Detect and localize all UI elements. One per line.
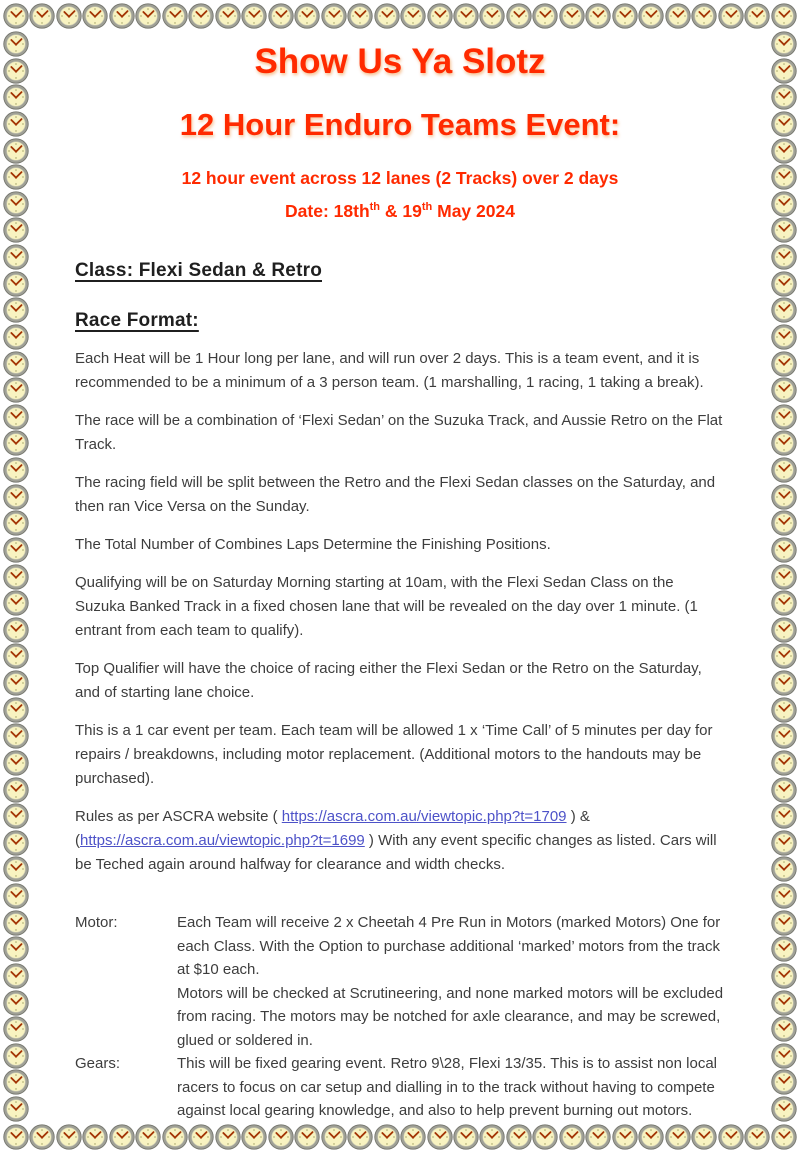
date-text: & 19 bbox=[380, 201, 422, 221]
clock-icon bbox=[559, 3, 585, 29]
clock-icon bbox=[771, 111, 797, 137]
clock-icon bbox=[771, 377, 797, 403]
clock-icon bbox=[771, 883, 797, 909]
date-text: May 2024 bbox=[432, 201, 515, 221]
clock-icon bbox=[109, 3, 135, 29]
clock-border-top bbox=[3, 3, 797, 29]
clock-icon bbox=[3, 244, 29, 270]
clock-icon bbox=[506, 1124, 532, 1150]
clock-icon bbox=[771, 697, 797, 723]
clock-icon bbox=[3, 803, 29, 829]
clock-icon bbox=[347, 1124, 373, 1150]
clock-icon bbox=[3, 777, 29, 803]
event-tagline: 12 hour event across 12 lanes (2 Tracks) over 2 days bbox=[181, 168, 619, 188]
clock-icon bbox=[744, 1124, 770, 1150]
clock-icon bbox=[771, 803, 797, 829]
clock-icon bbox=[771, 670, 797, 696]
clock-icon bbox=[771, 1016, 797, 1042]
clock-icon bbox=[29, 3, 55, 29]
clock-icon bbox=[374, 1124, 400, 1150]
ascra-rules-link-1699[interactable]: https://ascra.com.au/viewtopic.php?t=1699 bbox=[80, 832, 365, 849]
clock-icon bbox=[3, 936, 29, 962]
clock-icon bbox=[691, 1124, 717, 1150]
clock-icon bbox=[479, 3, 505, 29]
class-heading: Class: Flexi Sedan & Retro bbox=[75, 260, 322, 281]
clock-icon bbox=[771, 910, 797, 936]
spec-section bbox=[75, 911, 725, 1123]
clock-icon bbox=[3, 1043, 29, 1069]
clock-icon bbox=[3, 84, 29, 110]
clock-icon bbox=[3, 31, 29, 57]
clock-icon bbox=[3, 564, 29, 590]
clock-icon bbox=[718, 3, 744, 29]
clock-icon bbox=[3, 617, 29, 643]
rules-text: Rules as per ASCRA website ( bbox=[75, 808, 282, 825]
event-title: 12 Hour Enduro Teams Event: bbox=[179, 107, 621, 142]
date-superscript: th bbox=[369, 201, 381, 214]
clock-icon bbox=[3, 1124, 29, 1150]
clock-icon bbox=[691, 3, 717, 29]
event-date bbox=[75, 200, 725, 222]
clock-icon bbox=[3, 164, 29, 190]
clock-icon bbox=[109, 1124, 135, 1150]
clock-icon bbox=[612, 3, 638, 29]
clock-icon bbox=[453, 1124, 479, 1150]
paragraph-top-qualifier: Top Qualifier will have the choice of racing either the Flexi Sedan or the Retro on the Saturday, and of starting lane choice. bbox=[75, 660, 702, 701]
clock-icon bbox=[771, 750, 797, 776]
clock-icon bbox=[3, 377, 29, 403]
paragraph-rules bbox=[75, 805, 725, 877]
spec-row-motor bbox=[75, 911, 725, 1052]
clock-icon bbox=[294, 3, 320, 29]
clock-icon bbox=[718, 1124, 744, 1150]
clock-icon bbox=[3, 643, 29, 669]
clock-icon bbox=[559, 1124, 585, 1150]
ascra-rules-link-1709[interactable]: https://ascra.com.au/viewtopic.php?t=1709 bbox=[281, 808, 567, 825]
clock-icon bbox=[29, 1124, 55, 1150]
clock-icon bbox=[3, 111, 29, 137]
clock-icon bbox=[771, 963, 797, 989]
clock-icon bbox=[268, 3, 294, 29]
spec-text-gears bbox=[177, 1052, 725, 1123]
clock-icon bbox=[3, 1096, 29, 1122]
clock-icon bbox=[56, 3, 82, 29]
clock-icon bbox=[215, 3, 241, 29]
clock-icon bbox=[771, 457, 797, 483]
clock-icon bbox=[771, 430, 797, 456]
clock-icon bbox=[3, 963, 29, 989]
clock-icon bbox=[3, 457, 29, 483]
clock-icon bbox=[585, 3, 611, 29]
paragraph-combination: The race will be a combination of ‘Flexi Sedan’ on the Suzuka Track, and Aussie Retro on the Flat Track. bbox=[75, 412, 723, 453]
clock-icon bbox=[3, 723, 29, 749]
clock-icon bbox=[771, 510, 797, 536]
clock-icon bbox=[771, 31, 797, 57]
date-text: Date: 18th bbox=[285, 201, 370, 221]
clock-icon bbox=[771, 617, 797, 643]
spec-text-motor bbox=[177, 911, 725, 1052]
clock-icon bbox=[400, 1124, 426, 1150]
clock-icon bbox=[3, 910, 29, 936]
clock-icon bbox=[638, 3, 664, 29]
clock-icon bbox=[3, 351, 29, 377]
rules-text: ) With any event specific changes as listed. Cars will be Teched again around halfway for clearance and width checks. bbox=[75, 832, 717, 873]
clock-icon bbox=[427, 3, 453, 29]
clock-icon bbox=[162, 3, 188, 29]
clock-icon bbox=[744, 3, 770, 29]
clock-border-bottom bbox=[3, 1124, 797, 1150]
clock-icon bbox=[56, 1124, 82, 1150]
clock-icon bbox=[3, 404, 29, 430]
clock-icon bbox=[215, 1124, 241, 1150]
clock-icon bbox=[3, 484, 29, 510]
clock-icon bbox=[771, 191, 797, 217]
clock-icon bbox=[665, 3, 691, 29]
clock-icon bbox=[771, 590, 797, 616]
clock-icon bbox=[665, 1124, 691, 1150]
clock-icon bbox=[347, 3, 373, 29]
clock-icon bbox=[82, 1124, 108, 1150]
clock-icon bbox=[771, 217, 797, 243]
clock-icon bbox=[771, 271, 797, 297]
clock-icon bbox=[3, 697, 29, 723]
gears-paragraph: This will be fixed gearing event. Retro 9\28, Flexi 13/35. This is to assist non local racers to focus on car setup and dialling in to the track without having to compete against local gearing knowledge, and also to help prevent burning out motors. bbox=[177, 1055, 717, 1119]
clock-icon bbox=[3, 670, 29, 696]
rules-text: ) & bbox=[566, 808, 590, 825]
rules-text: ( bbox=[75, 832, 80, 849]
clock-icon bbox=[374, 3, 400, 29]
clock-icon bbox=[321, 1124, 347, 1150]
clock-icon bbox=[771, 84, 797, 110]
clock-icon bbox=[3, 750, 29, 776]
paragraph-qualifying: Qualifying will be on Saturday Morning starting at 10am, with the Flexi Sedan Class on the Suzuka Banked Track in a fixed chosen lane that will be revealed on the day over 1 minute. (1 entrant from each team to qualify). bbox=[75, 574, 698, 639]
date-superscript: th bbox=[421, 201, 433, 214]
clock-icon bbox=[3, 324, 29, 350]
document-content bbox=[75, 30, 725, 1123]
clock-icon bbox=[771, 3, 797, 29]
clock-icon bbox=[638, 1124, 664, 1150]
clock-icon bbox=[771, 990, 797, 1016]
clock-icon bbox=[3, 297, 29, 323]
clock-icon bbox=[771, 351, 797, 377]
clock-icon bbox=[3, 830, 29, 856]
clock-icon bbox=[400, 3, 426, 29]
motor-paragraph-handout: Each Team will receive 2 x Cheetah 4 Pre Run in Motors (marked Motors) One for each Class. With the Option to purchase additional ‘marked’ motors from the track at $10 each. bbox=[177, 914, 721, 978]
clock-icon bbox=[771, 936, 797, 962]
clock-icon bbox=[3, 1069, 29, 1095]
clock-icon bbox=[771, 244, 797, 270]
spec-label-gears: Gears: bbox=[75, 1055, 121, 1072]
clock-icon bbox=[771, 723, 797, 749]
clock-icon bbox=[771, 324, 797, 350]
clock-icon bbox=[188, 3, 214, 29]
clock-icon bbox=[771, 537, 797, 563]
clock-icon bbox=[3, 3, 29, 29]
clock-icon bbox=[3, 430, 29, 456]
clock-icon bbox=[771, 1043, 797, 1069]
clock-icon bbox=[3, 58, 29, 84]
clock-icon bbox=[585, 1124, 611, 1150]
clock-icon bbox=[3, 883, 29, 909]
clock-icon bbox=[268, 1124, 294, 1150]
motor-paragraph-checking: Motors will be checked at Scrutineering, and none marked motors will be excluded from racing. The motors may be notched for axle clearance, and may be screwed, glued or soldered in. bbox=[177, 984, 724, 1049]
paragraph-time-call: This is a 1 car event per team. Each team will be allowed 1 x ‘Time Call’ of 5 minutes per day for repairs / breakdowns, including motor replacement. (Additional motors to the handouts may be purchased). bbox=[75, 722, 713, 787]
clock-icon bbox=[771, 404, 797, 430]
clock-icon bbox=[771, 1069, 797, 1095]
clock-icon bbox=[3, 590, 29, 616]
clock-icon bbox=[771, 643, 797, 669]
clock-icon bbox=[3, 217, 29, 243]
race-format-heading: Race Format: bbox=[75, 310, 199, 331]
clock-icon bbox=[241, 3, 267, 29]
clock-icon bbox=[612, 1124, 638, 1150]
spec-label-motor: Motor: bbox=[75, 914, 118, 931]
clock-icon bbox=[3, 191, 29, 217]
clock-icon bbox=[771, 138, 797, 164]
clock-icon bbox=[771, 777, 797, 803]
clock-icon bbox=[135, 1124, 161, 1150]
paragraph-heats: Each Heat will be 1 Hour long per lane, and will run over 2 days. This is a team event, and it is recommended to be a minimum of a 3 person team. (1 marshalling, 1 racing, 1 taking a break). bbox=[75, 350, 704, 391]
clock-icon bbox=[771, 830, 797, 856]
paragraph-total-laps: The Total Number of Combines Laps Determine the Finishing Positions. bbox=[75, 536, 551, 553]
race-format-body bbox=[75, 347, 725, 877]
clock-icon bbox=[3, 856, 29, 882]
clock-icon bbox=[82, 3, 108, 29]
clock-icon bbox=[771, 1096, 797, 1122]
clock-icon bbox=[506, 3, 532, 29]
clock-border-left bbox=[3, 31, 29, 1122]
clock-border-right bbox=[771, 31, 797, 1122]
clock-icon bbox=[771, 164, 797, 190]
clock-icon bbox=[135, 3, 161, 29]
clock-icon bbox=[3, 537, 29, 563]
clock-icon bbox=[479, 1124, 505, 1150]
page-title: Show Us Ya Slotz bbox=[254, 42, 546, 81]
paragraph-field-split: The racing field will be split between the Retro and the Flexi Sedan classes on the Saturday, and then ran Vice Versa on the Sunday. bbox=[75, 474, 716, 515]
clock-icon bbox=[453, 3, 479, 29]
clock-icon bbox=[771, 297, 797, 323]
clock-icon bbox=[3, 1016, 29, 1042]
clock-icon bbox=[771, 564, 797, 590]
clock-icon bbox=[3, 138, 29, 164]
clock-icon bbox=[427, 1124, 453, 1150]
clock-icon bbox=[771, 484, 797, 510]
clock-icon bbox=[771, 58, 797, 84]
clock-icon bbox=[188, 1124, 214, 1150]
clock-icon bbox=[3, 510, 29, 536]
clock-icon bbox=[294, 1124, 320, 1150]
clock-icon bbox=[532, 3, 558, 29]
clock-icon bbox=[771, 1124, 797, 1150]
clock-icon bbox=[241, 1124, 267, 1150]
spec-row-gears bbox=[75, 1052, 725, 1123]
clock-icon bbox=[771, 856, 797, 882]
clock-icon bbox=[321, 3, 347, 29]
clock-icon bbox=[532, 1124, 558, 1150]
clock-icon bbox=[162, 1124, 188, 1150]
clock-icon bbox=[3, 990, 29, 1016]
clock-icon bbox=[3, 271, 29, 297]
